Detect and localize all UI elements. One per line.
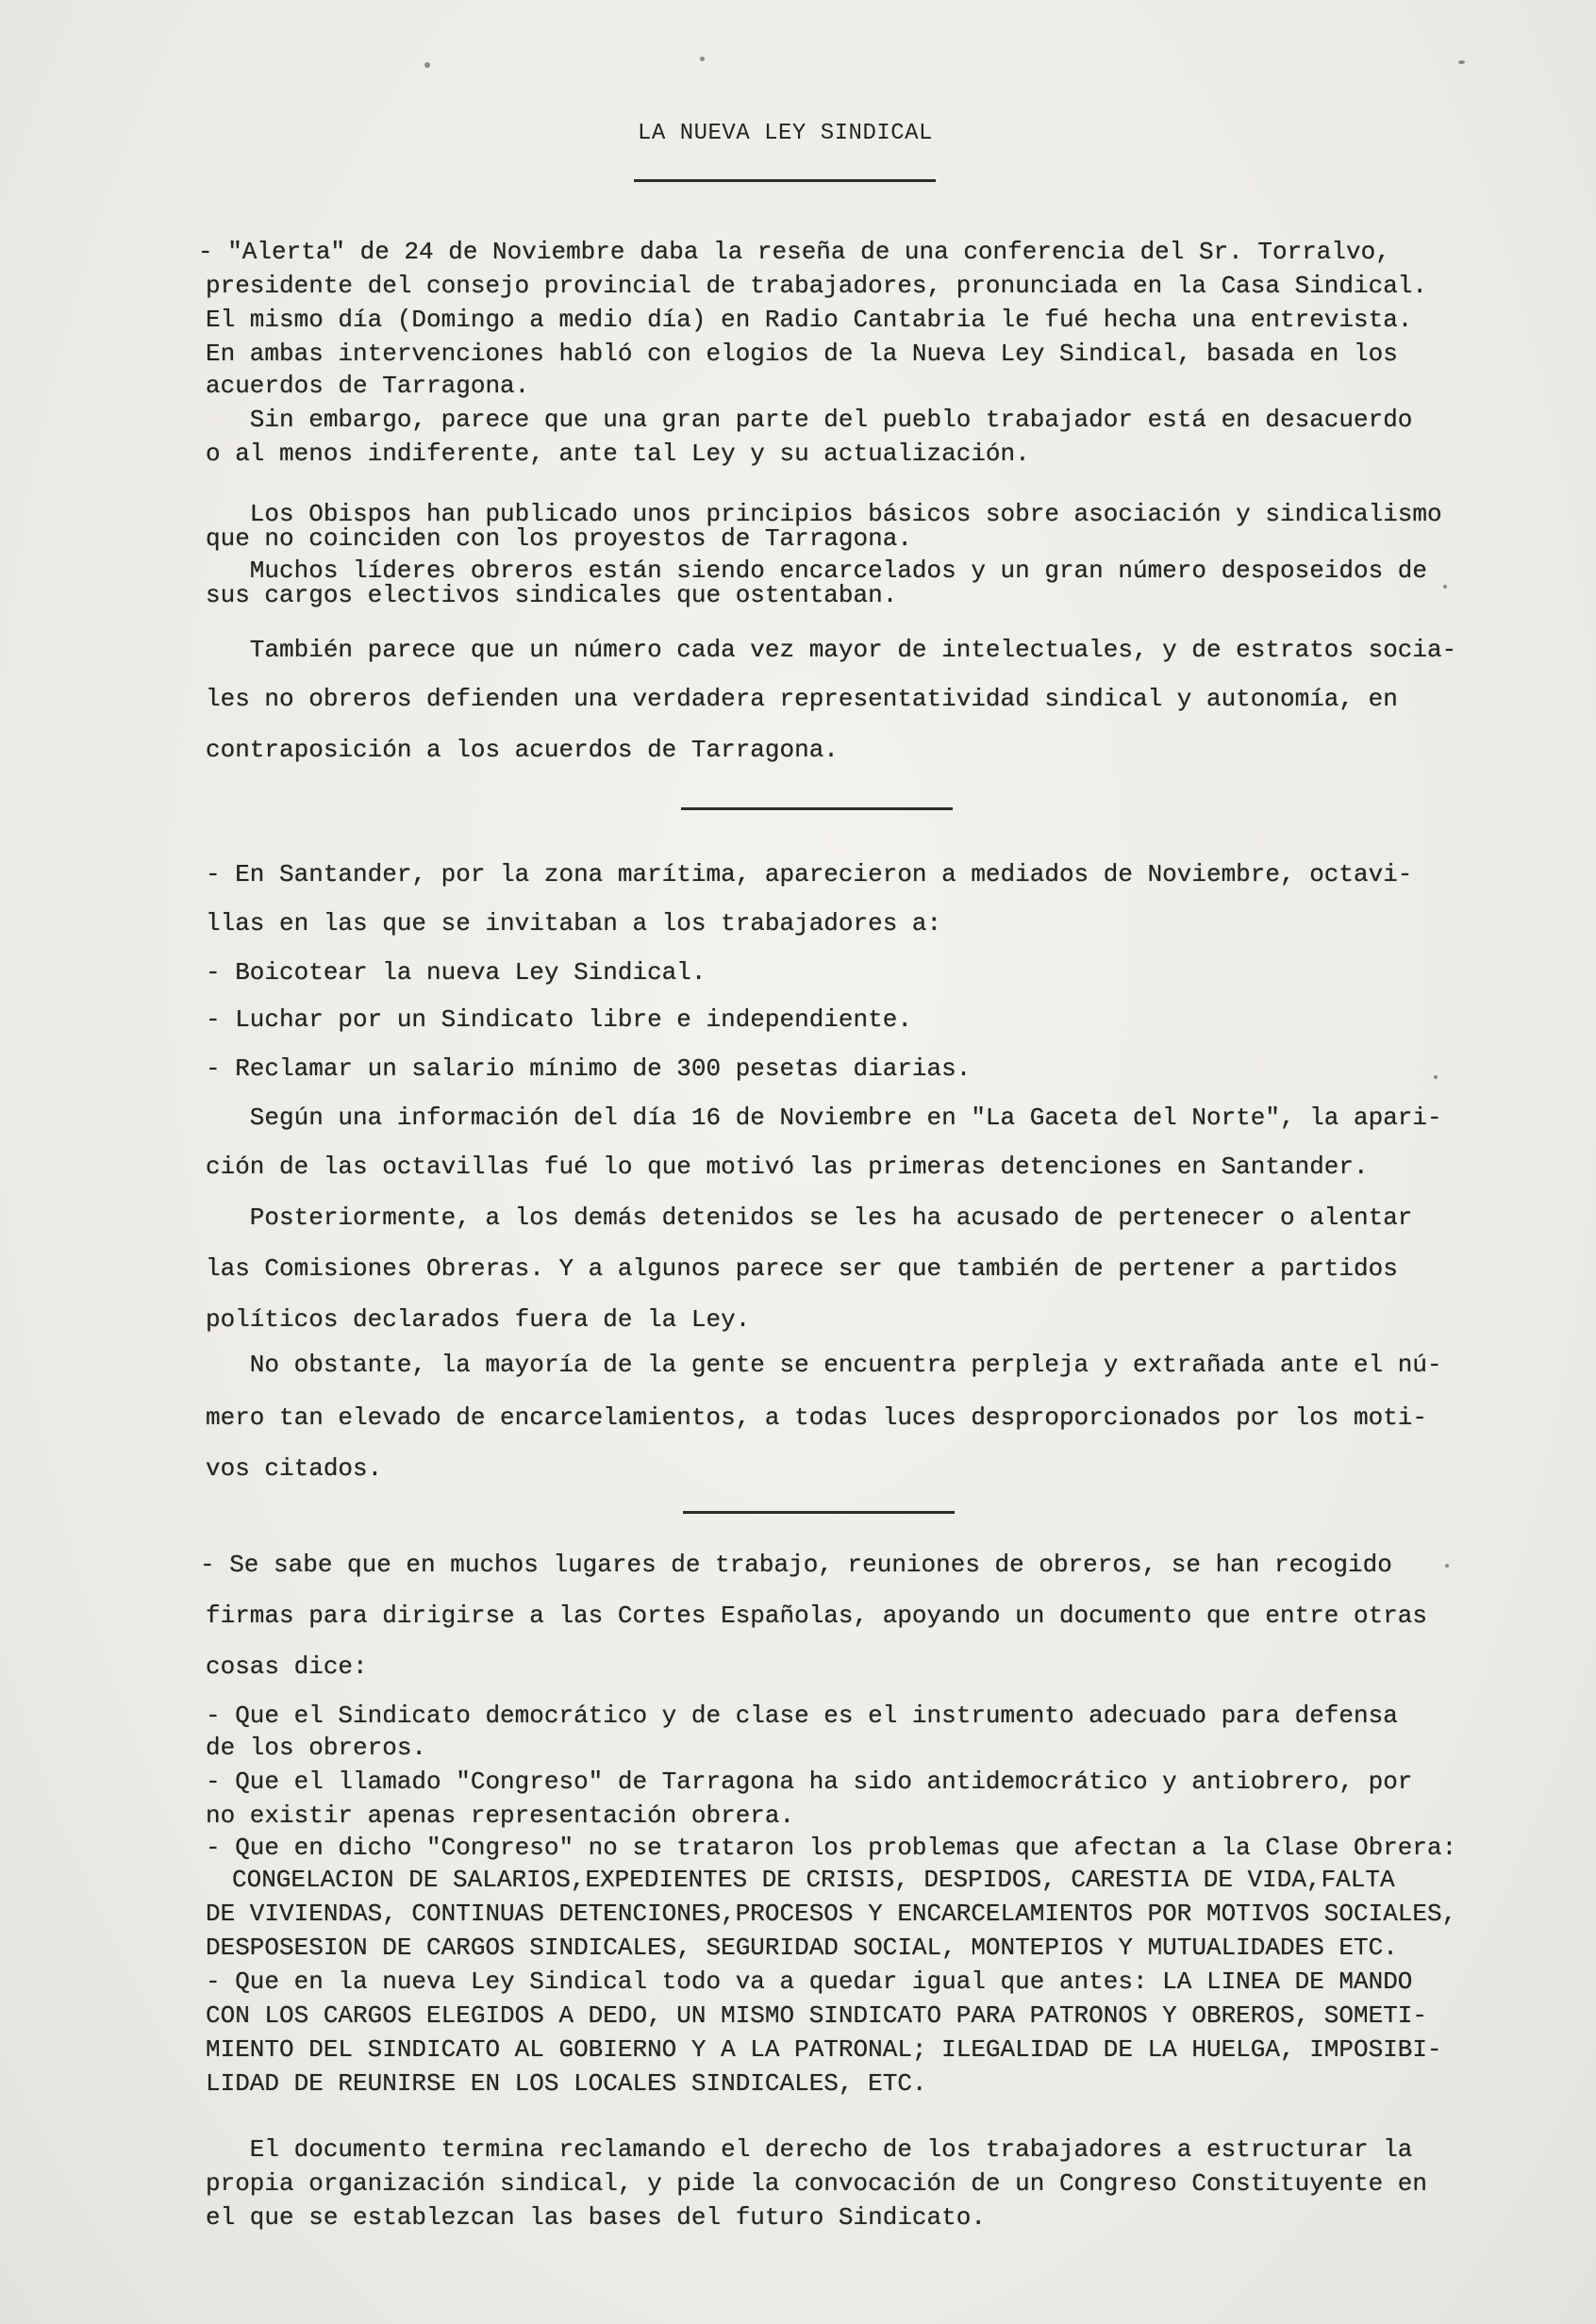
text-line: CONGELACION DE SALARIOS,EXPEDIENTES DE CRISIS, DESPIDOS, CARESTIA DE VIDA,FALTA [232,1866,1395,1894]
text-line: no existir apenas representación obrera. [206,1801,795,1830]
list-item: - Que el llamado "Congreso" de Tarragona ha sido antidemocrático y antiobrero, por [206,1768,1413,1796]
text-line: que no coinciden con los proyestos de Tarragona. [206,524,912,553]
text-line: Los Obispos han publicado unos principios básicos sobre asociación y sindicalismo [206,500,1442,528]
ink-speck [1443,585,1447,589]
title-underline [634,179,936,182]
ink-speck [1445,1564,1449,1568]
text-line: Muchos líderes obreros están siendo encarcelados y un gran número desposeidos de [206,556,1428,585]
text-line: sus cargos electivos sindicales que ostentaban. [206,581,898,609]
text-line: propia organización sindical, y pide la convocación de un Congreso Constituyente en [206,2169,1428,2198]
text-line: - En Santander, por la zona marítima, aparecieron a mediados de Noviembre, octavi- [206,860,1413,888]
text-line: cosas dice: [206,1652,368,1681]
text-line: de los obreros. [206,1734,427,1762]
text-line: acuerdos de Tarragona. [206,372,530,400]
text-line: Posteriormente, a los demás detenidos se les ha acusado de pertenecer o alentar [206,1204,1413,1232]
page-title: LA NUEVA LEY SINDICAL [638,121,933,146]
text-line: En ambas intervenciones habló con elogios de la Nueva Ley Sindical, basada en los [206,340,1398,368]
list-item: - Que el Sindicato democrático y de clase es el instrumento adecuado para defensa [206,1702,1398,1730]
text-line: MIENTO DEL SINDICATO AL GOBIERNO Y A LA PATRONAL; ILEGALIDAD DE LA HUELGA, IMPOSIBI- [206,2035,1442,2064]
text-line: - "Alerta" de 24 de Noviembre daba la reseña de una conferencia del Sr. Torralvo, [198,238,1390,266]
text-line: El mismo día (Domingo a medio día) en Radio Cantabria le fué hecha una entrevista. [206,306,1413,334]
list-item: - Que en dicho "Congreso" no se trataron los problemas que afectan a la Clase Obrera: [206,1834,1457,1862]
text-line: las Comisiones Obreras. Y a algunos parece ser que también de pertener a partidos [206,1254,1398,1283]
text-line: llas en las que se invitaban a los trabajadores a: [206,909,942,938]
text-line: Según una información del día 16 de Noviembre en "La Gaceta del Norte", la apari- [206,1104,1442,1132]
text-line: DE VIVIENDAS, CONTINUAS DETENCIONES,PROCESOS Y ENCARCELAMIENTOS POR MOTIVOS SOCIALES, [206,1900,1457,1928]
text-line: - Se sabe que en muchos lugares de trabajo, reuniones de obreros, se han recogido [200,1551,1392,1579]
ink-speck [1434,1075,1438,1079]
text-line: presidente del consejo provincial de trabajadores, pronunciada en la Casa Sindical. [206,272,1428,300]
list-item: - Que en la nueva Ley Sindical todo va a quedar igual que antes: LA LINEA DE MANDO [206,1967,1413,1996]
text-line: les no obreros defienden una verdadera representatividad sindical y autonomía, en [206,685,1398,713]
text-line: Sin embargo, parece que una gran parte del pueblo trabajador está en desacuerdo [206,406,1413,434]
text-line: El documento termina reclamando el derecho de los trabajadores a estructurar la [206,2135,1413,2164]
text-line: DESPOSESION DE CARGOS SINDICALES, SEGURIDAD SOCIAL, MONTEPIOS Y MUTUALIDADES ETC. [206,1934,1398,1962]
text-line: políticos declarados fuera de la Ley. [206,1305,751,1334]
text-line: No obstante, la mayoría de la gente se encuentra perpleja y extrañada ante el nú- [206,1351,1442,1379]
text-line: firmas para dirigirse a las Cortes Españolas, apoyando un documento que entre otras [206,1602,1428,1630]
text-line: CON LOS CARGOS ELEGIDOS A DEDO, UN MISMO SINDICATO PARA PATRONOS Y OBREROS, SOMETI- [206,2001,1428,2030]
text-line: o al menos indiferente, ante tal Ley y su actualización. [206,440,1030,468]
list-item: - Boicotear la nueva Ley Sindical. [206,958,707,987]
text-line: ción de las octavillas fué lo que motivó las primeras detenciones en Santander. [206,1153,1369,1181]
text-line: LIDAD DE REUNIRSE EN LOS LOCALES SINDICALES, ETC. [206,2069,927,2098]
text-line: contraposición a los acuerdos de Tarragona. [206,736,839,764]
ink-speck [424,62,430,68]
text-line: También parece que un número cada vez mayor de intelectuales, y de estratos socia- [206,636,1457,664]
text-line: vos citados. [206,1454,383,1483]
list-item: - Luchar por un Sindicato libre e independiente. [206,1005,912,1034]
text-line: el que se establezcan las bases del futuro Sindicato. [206,2203,986,2232]
list-item: - Reclamar un salario mínimo de 300 pesetas diarias. [206,1054,972,1083]
text-line: mero tan elevado de encarcelamientos, a todas luces desproporcionados por los moti- [206,1403,1428,1432]
ink-speck [1458,60,1465,64]
section-divider [683,1511,955,1514]
section-divider [681,807,953,810]
ink-speck [700,57,705,61]
